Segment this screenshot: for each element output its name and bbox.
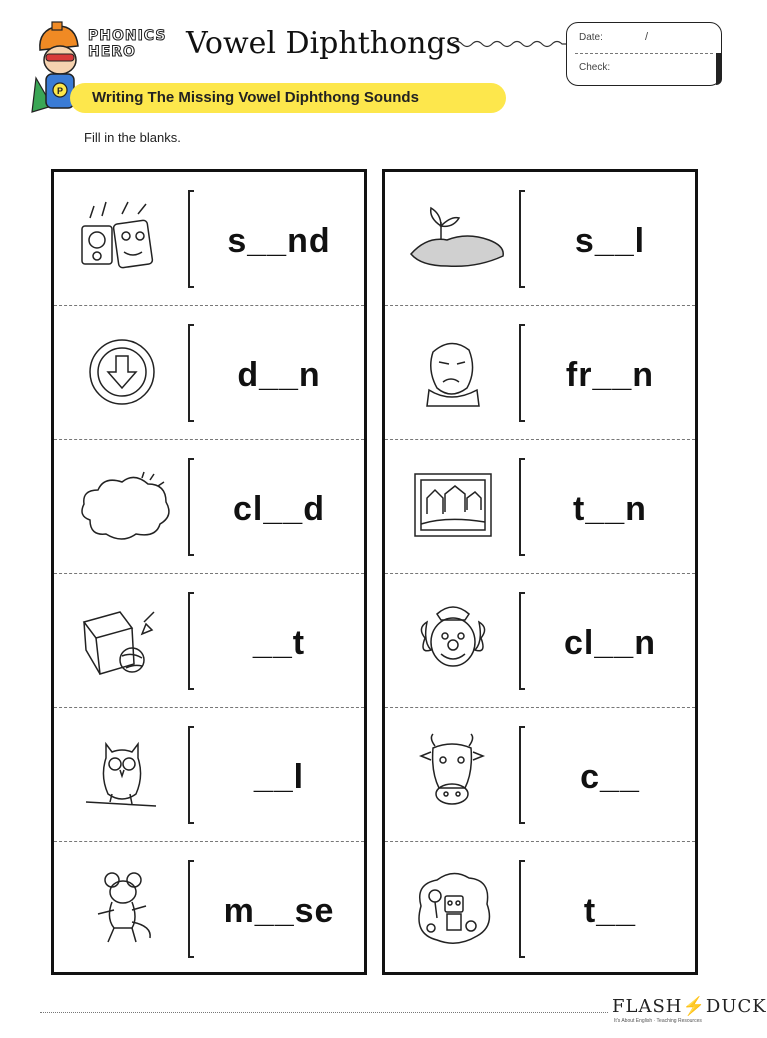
page-title: Vowel Diphthongs (186, 26, 462, 61)
mouse-icon (76, 866, 166, 950)
separator-bar (188, 458, 190, 556)
cloud-icon (76, 464, 166, 548)
lightning-bolt-icon: ⚡ (682, 996, 706, 1017)
fill-in-word[interactable]: __t (252, 624, 306, 662)
footer-dotted-line (40, 1012, 608, 1013)
fill-in-word[interactable]: cl__d (233, 490, 325, 528)
exercise-row (54, 842, 364, 976)
down-arrow-icon (76, 330, 166, 414)
fill-in-word[interactable]: t__ (583, 892, 637, 930)
separator-bar (519, 860, 521, 958)
logo-part2: DUCK (705, 996, 767, 1017)
fill-in-word[interactable]: s__l (574, 222, 646, 260)
instruction-text: Fill in the blanks. (84, 130, 181, 145)
date-divider (575, 53, 713, 54)
separator-bar (188, 592, 190, 690)
left-exercise-panel (51, 169, 367, 975)
exercise-row (54, 708, 364, 842)
logo-tagline: It's About English · Teaching Resources (614, 1018, 702, 1024)
fill-in-word[interactable]: __l (253, 758, 305, 796)
wavy-line-decoration (452, 36, 568, 52)
fill-in-word[interactable]: fr__n (565, 356, 655, 394)
town-picture-icon (407, 464, 497, 548)
exercise-row (385, 708, 695, 842)
brand-logo (88, 28, 180, 68)
box-shadow-tab (716, 53, 722, 85)
fill-in-word[interactable]: s__nd (227, 222, 331, 260)
exercise-row (385, 440, 695, 574)
exercise-row (385, 306, 695, 440)
toys-icon (407, 866, 497, 950)
date-label: Date: (579, 32, 603, 43)
separator-bar (519, 324, 521, 422)
out-box-ball-icon (76, 598, 166, 682)
owl-icon (76, 732, 166, 816)
soil-sprout-icon (407, 196, 497, 280)
exercise-row (54, 574, 364, 708)
exercise-row (385, 574, 695, 708)
separator-bar (188, 190, 190, 288)
date-check-box (566, 22, 722, 86)
brand-line2: HERO (88, 44, 136, 60)
fill-in-word[interactable]: cl__n (564, 624, 656, 662)
fill-in-word[interactable]: t__n (573, 490, 647, 528)
flashduck-logo (612, 996, 767, 1024)
separator-bar (519, 190, 521, 288)
check-label: Check: (579, 62, 611, 73)
separator-bar (188, 324, 190, 422)
fill-in-word[interactable]: m__se (223, 892, 335, 930)
svg-text:P: P (57, 86, 64, 96)
exercise-row (54, 172, 364, 306)
separator-bar (519, 726, 521, 824)
exercise-row (385, 842, 695, 976)
separator-bar (519, 592, 521, 690)
fill-in-word[interactable]: c__ (580, 758, 640, 796)
cow-icon (407, 732, 497, 816)
brand-line1: PHONICS (88, 28, 167, 44)
fill-in-word[interactable]: d__n (237, 356, 321, 394)
logo-part1: FLASH (612, 996, 683, 1017)
frown-face-icon (407, 330, 497, 414)
clown-icon (407, 598, 497, 682)
sound-speaker-icon (76, 196, 166, 280)
right-exercise-panel (382, 169, 698, 975)
separator-bar (188, 726, 190, 824)
exercise-row (385, 172, 695, 306)
separator-bar (519, 458, 521, 556)
exercise-row (54, 306, 364, 440)
date-slash: / (645, 31, 649, 43)
exercise-row (54, 440, 364, 574)
subtitle-text: Writing The Missing Vowel Diphthong Sounds (92, 89, 419, 106)
separator-bar (188, 860, 190, 958)
